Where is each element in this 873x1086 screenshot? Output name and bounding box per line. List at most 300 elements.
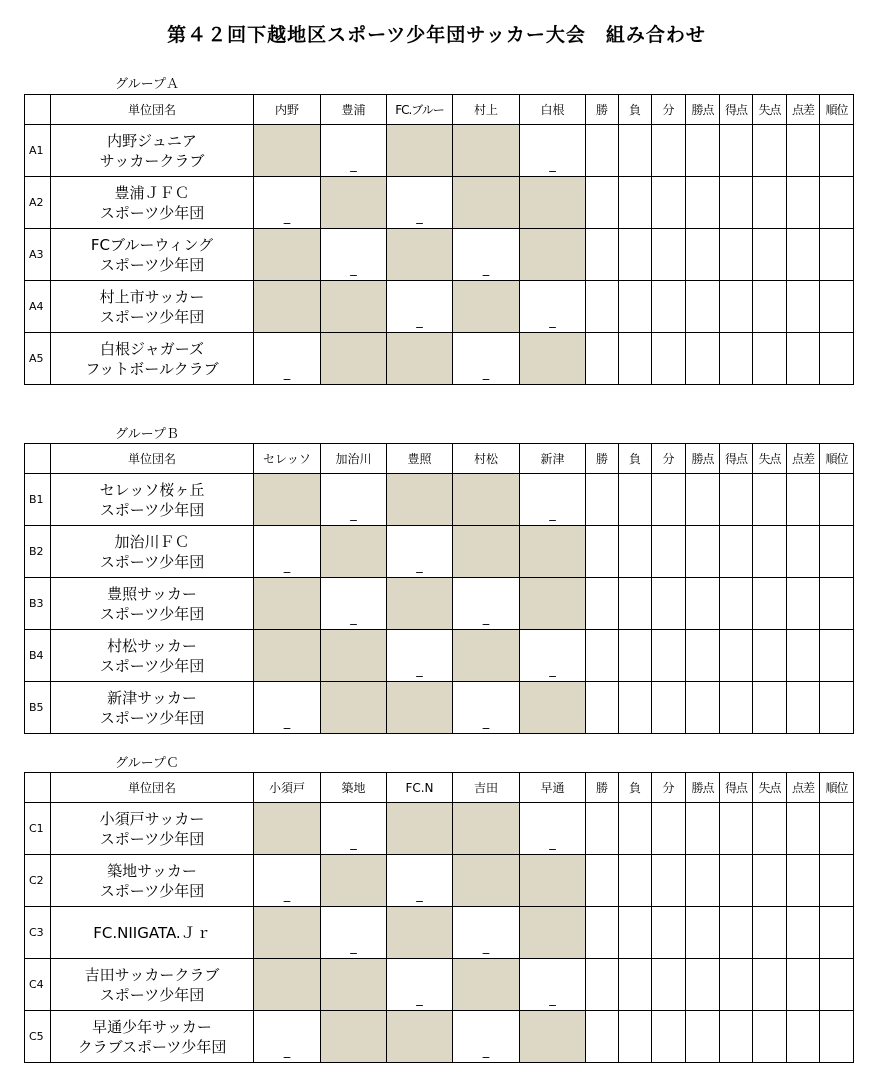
team-name-line: スポーツ少年団 xyxy=(99,708,205,727)
match-cell xyxy=(520,803,586,855)
match-cell xyxy=(387,959,453,1011)
header-stat: 勝点 xyxy=(686,773,720,803)
match-cell-blocked xyxy=(387,474,453,526)
header-opponent: 豊照 xyxy=(387,444,453,474)
header-opponent: 築地 xyxy=(321,773,387,803)
header-stat: 勝 xyxy=(586,773,619,803)
team-row xyxy=(25,474,854,526)
stat-cell xyxy=(652,281,686,333)
stat-cell xyxy=(787,855,820,907)
stat-cell xyxy=(586,1011,619,1063)
match-cell-blocked xyxy=(453,281,520,333)
team-row xyxy=(25,578,854,630)
match-cell xyxy=(520,474,586,526)
match-cell xyxy=(387,526,453,578)
match-cell-blocked xyxy=(254,578,321,630)
group-table xyxy=(24,443,854,734)
score-dash: _ xyxy=(416,663,423,678)
team-name-line: 内野ジュニア xyxy=(107,131,197,150)
header-corner xyxy=(25,444,51,474)
team-name xyxy=(51,907,254,959)
team-row xyxy=(25,907,854,959)
stat-cell xyxy=(586,630,619,682)
match-cell-blocked xyxy=(387,125,453,177)
stat-cell xyxy=(686,959,720,1011)
match-cell-blocked xyxy=(254,125,321,177)
match-cell xyxy=(387,855,453,907)
team-name-line: スポーツ少年団 xyxy=(99,985,205,1004)
match-cell-blocked xyxy=(453,526,520,578)
team-name xyxy=(51,630,254,682)
stat-cell xyxy=(820,578,854,630)
stat-cell xyxy=(720,855,753,907)
stat-cell xyxy=(720,630,753,682)
stat-cell xyxy=(720,125,753,177)
stat-cell xyxy=(686,630,720,682)
match-cell xyxy=(453,682,520,734)
match-cell xyxy=(453,578,520,630)
header-row xyxy=(25,95,854,125)
stat-cell xyxy=(787,526,820,578)
stat-cell xyxy=(820,281,854,333)
match-cell xyxy=(254,682,321,734)
stat-cell xyxy=(720,526,753,578)
header-stat: 失点 xyxy=(753,95,787,125)
stat-cell xyxy=(619,333,652,385)
team-row xyxy=(25,682,854,734)
stat-cell xyxy=(787,907,820,959)
team-name-line: スポーツ少年団 xyxy=(99,881,205,900)
match-cell-blocked xyxy=(520,578,586,630)
header-opponent: 吉田 xyxy=(453,773,520,803)
header-unit-name: 単位団名 xyxy=(51,95,254,125)
score-dash: _ xyxy=(416,559,423,574)
stat-cell xyxy=(586,959,619,1011)
page-title: 第４２回下越地区スポーツ少年団サッカー大会 組み合わせ xyxy=(167,24,706,46)
stat-cell xyxy=(820,630,854,682)
match-cell-blocked xyxy=(453,855,520,907)
match-cell-blocked xyxy=(321,855,387,907)
match-cell-blocked xyxy=(254,281,321,333)
team-name-line: スポーツ少年団 xyxy=(99,604,205,623)
match-cell-blocked xyxy=(520,682,586,734)
stat-cell xyxy=(619,125,652,177)
match-cell-blocked xyxy=(254,803,321,855)
match-cell xyxy=(321,125,387,177)
match-cell-blocked xyxy=(387,333,453,385)
match-cell-blocked xyxy=(254,229,321,281)
header-opponent: 村上 xyxy=(453,95,520,125)
stat-cell xyxy=(820,803,854,855)
stat-cell xyxy=(820,1011,854,1063)
team-name-line: クラブスポーツ少年団 xyxy=(77,1037,227,1056)
group-label: グループＡ xyxy=(115,77,179,92)
stat-cell xyxy=(686,229,720,281)
stat-cell xyxy=(619,855,652,907)
match-cell xyxy=(453,333,520,385)
score-dash: _ xyxy=(549,836,556,851)
team-row xyxy=(25,177,854,229)
team-code: B2 xyxy=(25,526,51,578)
match-cell-blocked xyxy=(520,333,586,385)
stat-cell xyxy=(619,1011,652,1063)
match-cell xyxy=(321,578,387,630)
score-dash: _ xyxy=(350,940,357,955)
match-cell xyxy=(321,803,387,855)
score-dash: _ xyxy=(549,507,556,522)
team-name-line: 築地サッカー xyxy=(107,861,197,880)
header-row xyxy=(25,444,854,474)
header-stat: 勝点 xyxy=(686,95,720,125)
group-label: グループＣ xyxy=(115,756,179,771)
stat-cell xyxy=(686,803,720,855)
match-cell xyxy=(321,907,387,959)
team-name xyxy=(51,229,254,281)
team-name-line: 白根ジャガーズ xyxy=(100,339,204,358)
stat-cell xyxy=(753,177,787,229)
team-name-line: 吉田サッカークラブ xyxy=(84,965,220,984)
stat-cell xyxy=(720,682,753,734)
match-cell xyxy=(453,1011,520,1063)
header-opponent: 村松 xyxy=(453,444,520,474)
stat-cell xyxy=(652,229,686,281)
team-name-line: サッカークラブ xyxy=(99,151,205,170)
match-cell-blocked xyxy=(254,630,321,682)
team-name xyxy=(51,177,254,229)
match-cell-blocked xyxy=(453,474,520,526)
header-stat: 分 xyxy=(652,444,686,474)
stat-cell xyxy=(686,281,720,333)
header-stat: 得点 xyxy=(720,773,753,803)
header-stat: 順位 xyxy=(820,95,854,125)
team-code: B4 xyxy=(25,630,51,682)
stat-cell xyxy=(686,682,720,734)
stat-cell xyxy=(652,177,686,229)
stat-cell xyxy=(652,803,686,855)
stat-cell xyxy=(586,229,619,281)
team-row xyxy=(25,1011,854,1063)
stat-cell xyxy=(686,1011,720,1063)
team-row xyxy=(25,526,854,578)
stat-cell xyxy=(652,125,686,177)
stat-cell xyxy=(586,474,619,526)
team-row xyxy=(25,803,854,855)
stat-cell xyxy=(686,125,720,177)
score-dash: _ xyxy=(549,992,556,1007)
team-name xyxy=(51,125,254,177)
stat-cell xyxy=(586,682,619,734)
match-cell xyxy=(453,229,520,281)
stat-cell xyxy=(686,177,720,229)
stat-cell xyxy=(820,682,854,734)
stat-cell xyxy=(619,474,652,526)
stat-cell xyxy=(820,907,854,959)
stat-cell xyxy=(652,1011,686,1063)
header-opponent: 早通 xyxy=(520,773,586,803)
team-row xyxy=(25,630,854,682)
team-code: A1 xyxy=(25,125,51,177)
score-dash: _ xyxy=(482,715,490,730)
stat-cell xyxy=(686,526,720,578)
team-row xyxy=(25,855,854,907)
team-name xyxy=(51,803,254,855)
stat-cell xyxy=(586,177,619,229)
header-corner xyxy=(25,95,51,125)
match-cell-blocked xyxy=(321,682,387,734)
stat-cell xyxy=(720,959,753,1011)
score-dash: _ xyxy=(350,158,357,173)
team-name xyxy=(51,474,254,526)
match-cell-blocked xyxy=(520,1011,586,1063)
team-name xyxy=(51,682,254,734)
score-dash: _ xyxy=(416,888,423,903)
team-name xyxy=(51,959,254,1011)
stat-cell xyxy=(619,907,652,959)
header-stat: 得点 xyxy=(720,444,753,474)
group-table xyxy=(24,94,854,385)
score-dash: _ xyxy=(283,559,291,574)
score-dash: _ xyxy=(283,210,291,225)
score-dash: _ xyxy=(350,836,357,851)
match-cell-blocked xyxy=(453,177,520,229)
stat-cell xyxy=(820,125,854,177)
match-cell xyxy=(254,526,321,578)
score-dash: _ xyxy=(549,663,556,678)
header-row xyxy=(25,773,854,803)
stat-cell xyxy=(820,333,854,385)
stat-cell xyxy=(619,578,652,630)
match-cell xyxy=(520,959,586,1011)
header-opponent: 豊浦 xyxy=(321,95,387,125)
stat-cell xyxy=(619,959,652,1011)
team-name-line: 豊浦ＪＦＣ xyxy=(114,183,190,202)
score-dash: _ xyxy=(416,992,423,1007)
team-name-line: フットボールクラブ xyxy=(85,359,219,378)
stat-cell xyxy=(753,803,787,855)
team-name-line: セレッソ桜ヶ丘 xyxy=(99,480,205,499)
team-name-line: 豊照サッカー xyxy=(107,584,197,603)
match-cell xyxy=(387,281,453,333)
team-code: A3 xyxy=(25,229,51,281)
match-cell-blocked xyxy=(254,474,321,526)
stat-cell xyxy=(720,578,753,630)
header-stat: 負 xyxy=(619,95,652,125)
team-row xyxy=(25,125,854,177)
stat-cell xyxy=(686,855,720,907)
stat-cell xyxy=(586,855,619,907)
stat-cell xyxy=(586,125,619,177)
match-cell-blocked xyxy=(453,803,520,855)
stat-cell xyxy=(652,526,686,578)
match-cell-blocked xyxy=(520,855,586,907)
stat-cell xyxy=(652,682,686,734)
match-cell-blocked xyxy=(254,959,321,1011)
match-cell xyxy=(453,907,520,959)
match-cell-blocked xyxy=(453,959,520,1011)
stat-cell xyxy=(586,281,619,333)
match-cell-blocked xyxy=(387,907,453,959)
match-cell-blocked xyxy=(321,281,387,333)
stat-cell xyxy=(720,474,753,526)
stat-cell xyxy=(753,229,787,281)
score-dash: _ xyxy=(283,715,291,730)
team-code: A2 xyxy=(25,177,51,229)
stat-cell xyxy=(619,630,652,682)
team-name-line: 加治川ＦＣ xyxy=(114,532,190,551)
header-opponent: 内野 xyxy=(254,95,321,125)
header-stat: 点差 xyxy=(787,95,820,125)
header-unit-name: 単位団名 xyxy=(51,773,254,803)
header-opponent: セレッソ xyxy=(254,444,321,474)
match-cell-blocked xyxy=(387,682,453,734)
match-cell-blocked xyxy=(520,907,586,959)
stat-cell xyxy=(619,177,652,229)
score-dash: _ xyxy=(549,314,556,329)
match-cell-blocked xyxy=(453,630,520,682)
team-name-line: 村上市サッカー xyxy=(99,287,205,306)
header-opponent: FC.N xyxy=(387,773,453,803)
match-cell xyxy=(254,177,321,229)
stat-cell xyxy=(586,907,619,959)
match-cell xyxy=(254,333,321,385)
stat-cell xyxy=(652,630,686,682)
score-dash: _ xyxy=(416,210,423,225)
stat-cell xyxy=(787,630,820,682)
team-code: C1 xyxy=(25,803,51,855)
stat-cell xyxy=(586,333,619,385)
score-dash: _ xyxy=(283,1044,291,1059)
match-cell xyxy=(387,630,453,682)
header-stat: 点差 xyxy=(787,444,820,474)
stat-cell xyxy=(753,907,787,959)
stat-cell xyxy=(787,474,820,526)
stat-cell xyxy=(652,333,686,385)
stat-cell xyxy=(720,333,753,385)
score-dash: _ xyxy=(549,158,556,173)
stat-cell xyxy=(619,803,652,855)
stat-cell xyxy=(753,125,787,177)
header-opponent: 新津 xyxy=(520,444,586,474)
team-name-line: FC.NIIGATA.Ｊｒ xyxy=(93,923,211,942)
group-table xyxy=(24,772,854,1063)
stat-cell xyxy=(686,907,720,959)
team-name xyxy=(51,333,254,385)
team-code: B3 xyxy=(25,578,51,630)
match-cell xyxy=(387,177,453,229)
match-cell xyxy=(321,229,387,281)
team-name-line: スポーツ少年団 xyxy=(99,500,205,519)
match-cell xyxy=(254,1011,321,1063)
match-cell-blocked xyxy=(387,578,453,630)
stat-cell xyxy=(787,229,820,281)
team-name-line: スポーツ少年団 xyxy=(99,255,205,274)
score-dash: _ xyxy=(416,314,423,329)
stat-cell xyxy=(753,333,787,385)
score-dash: _ xyxy=(350,262,357,277)
stat-cell xyxy=(720,177,753,229)
team-row xyxy=(25,333,854,385)
match-cell-blocked xyxy=(321,630,387,682)
header-stat: 勝 xyxy=(586,444,619,474)
header-stat: 失点 xyxy=(753,773,787,803)
team-name-line: スポーツ少年団 xyxy=(99,307,205,326)
team-name-line: FCブルーウィング xyxy=(90,235,214,254)
stat-cell xyxy=(686,474,720,526)
score-dash: _ xyxy=(283,888,291,903)
match-cell xyxy=(520,281,586,333)
score-dash: _ xyxy=(482,262,490,277)
team-code: B5 xyxy=(25,682,51,734)
stat-cell xyxy=(753,578,787,630)
header-stat: 勝 xyxy=(586,95,619,125)
stat-cell xyxy=(753,1011,787,1063)
match-cell xyxy=(520,125,586,177)
team-code: B1 xyxy=(25,474,51,526)
group-label: グループＢ xyxy=(115,427,179,442)
match-cell-blocked xyxy=(387,803,453,855)
header-opponent: 加治川 xyxy=(321,444,387,474)
header-opponent: 白根 xyxy=(520,95,586,125)
team-name-line: スポーツ少年団 xyxy=(99,552,205,571)
team-code: C3 xyxy=(25,907,51,959)
stat-cell xyxy=(652,578,686,630)
stat-cell xyxy=(652,855,686,907)
header-stat: 順位 xyxy=(820,773,854,803)
header-stat: 失点 xyxy=(753,444,787,474)
header-stat: 分 xyxy=(652,95,686,125)
team-row xyxy=(25,959,854,1011)
stat-cell xyxy=(619,682,652,734)
team-name-line: スポーツ少年団 xyxy=(99,656,205,675)
stat-cell xyxy=(652,959,686,1011)
header-stat: 得点 xyxy=(720,95,753,125)
stat-cell xyxy=(586,803,619,855)
stat-cell xyxy=(753,682,787,734)
match-cell-blocked xyxy=(453,125,520,177)
stat-cell xyxy=(720,907,753,959)
stat-cell xyxy=(787,578,820,630)
team-code: A4 xyxy=(25,281,51,333)
team-name xyxy=(51,578,254,630)
stat-cell xyxy=(820,177,854,229)
match-cell-blocked xyxy=(520,526,586,578)
stat-cell xyxy=(787,803,820,855)
stat-cell xyxy=(720,1011,753,1063)
team-code: A5 xyxy=(25,333,51,385)
stat-cell xyxy=(787,333,820,385)
stat-cell xyxy=(619,526,652,578)
team-code: C5 xyxy=(25,1011,51,1063)
stat-cell xyxy=(753,630,787,682)
score-dash: _ xyxy=(482,366,490,381)
stat-cell xyxy=(720,803,753,855)
header-corner xyxy=(25,773,51,803)
stat-cell xyxy=(787,1011,820,1063)
team-name xyxy=(51,281,254,333)
stat-cell xyxy=(820,474,854,526)
header-stat: 順位 xyxy=(820,444,854,474)
stat-cell xyxy=(753,281,787,333)
score-dash: _ xyxy=(482,611,490,626)
header-opponent: 小須戸 xyxy=(254,773,321,803)
stat-cell xyxy=(720,281,753,333)
match-cell-blocked xyxy=(520,177,586,229)
match-cell-blocked xyxy=(387,229,453,281)
score-dash: _ xyxy=(283,366,291,381)
match-cell-blocked xyxy=(321,177,387,229)
stat-cell xyxy=(686,333,720,385)
team-name-line: 新津サッカー xyxy=(107,688,197,707)
